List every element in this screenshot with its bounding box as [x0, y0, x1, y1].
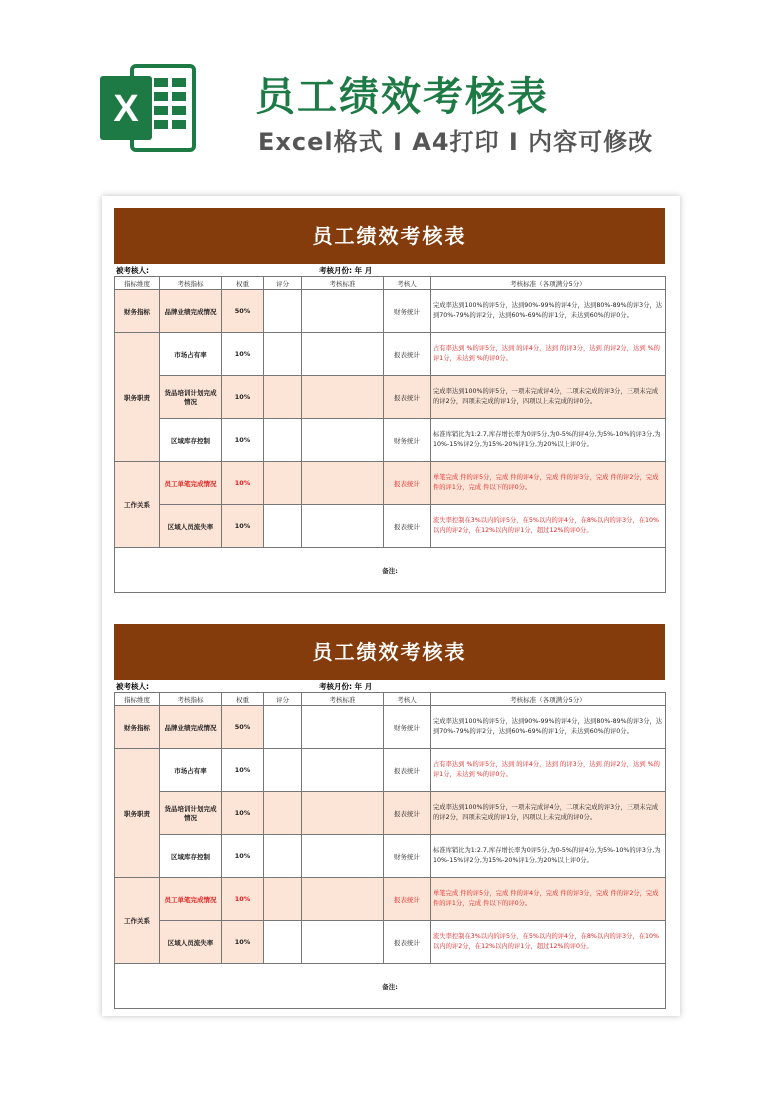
dimension-cell: 工作关系: [115, 878, 160, 964]
header-indicator: 考核指标: [160, 277, 222, 290]
score-cell[interactable]: [264, 419, 302, 462]
standard-cell[interactable]: [302, 835, 384, 878]
table-row: [115, 921, 666, 964]
assessor-cell: 报表统计: [384, 462, 431, 505]
table-row: [115, 878, 666, 921]
standard-cell[interactable]: [302, 706, 384, 749]
standard-cell[interactable]: [302, 376, 384, 419]
score-cell[interactable]: [264, 706, 302, 749]
table-row: [115, 792, 666, 835]
table-row: [115, 505, 666, 548]
sheet-title: 员工绩效考核表: [114, 208, 665, 264]
indicator-cell: 区域人员流失率: [160, 505, 222, 548]
weight-cell: 10%: [222, 505, 264, 548]
indicator-cell: 品牌业绩完成情况: [160, 290, 222, 333]
header-dimension: 指标维度: [115, 277, 160, 290]
note-row: [115, 548, 666, 593]
dimension-cell: 工作关系: [115, 462, 160, 548]
examinee-label: 被考核人:: [116, 682, 149, 691]
score-cell[interactable]: [264, 290, 302, 333]
header-weight: 权重: [222, 277, 264, 290]
assessor-cell: 报表统计: [384, 749, 431, 792]
weight-cell: 10%: [222, 462, 264, 505]
sheet-info-row: [114, 680, 665, 692]
table-header-row: [115, 693, 666, 706]
table-row: [115, 749, 666, 792]
performance-sheet-1: [114, 208, 665, 593]
dimension-cell: 职务职责: [115, 749, 160, 878]
weight-cell: 10%: [222, 376, 264, 419]
criteria-cell: 标准库销比为1:2.7,库存增长率为0评5分,为0-5%的评4分,为5%-10%的评3分,为10%-15%评2分,为15%-20%评1分,为20%以上评0分。: [431, 835, 666, 878]
header-weight: 权重: [222, 693, 264, 706]
dimension-cell: 财务指标: [115, 290, 160, 333]
indicator-cell: 区域库存控制: [160, 419, 222, 462]
assessor-cell: 财务统计: [384, 706, 431, 749]
header-standard: 考核标准: [302, 277, 384, 290]
criteria-cell: 单笔完成 件的评5分，完成 件的评4分，完成 件的评3分，完成 件的评2分，完成 件的评1分，完成 件以下的评0分。: [431, 462, 666, 505]
note-cell[interactable]: 备注:: [115, 964, 666, 1009]
table-row: [115, 419, 666, 462]
sheet-title: 员工绩效考核表: [114, 624, 665, 680]
score-cell[interactable]: [264, 749, 302, 792]
criteria-cell: 占有率达到 %的评5分，达到 的评4分，达到 的评3分，达到 的评2分，达到 %的评1分，未达到 %的评0分。: [431, 749, 666, 792]
header-score: 评分: [264, 277, 302, 290]
score-cell[interactable]: [264, 505, 302, 548]
indicator-cell: 市场占有率: [160, 749, 222, 792]
criteria-cell: 完成率达到100%的评5分，一项未完成评4分，二项未完成的评3分，三项未完成的评2分，四项未完成的评1分，四项以上未完成的评0分。: [431, 792, 666, 835]
score-cell[interactable]: [264, 835, 302, 878]
indicator-cell: 货品培训计划完成情况: [160, 792, 222, 835]
weight-cell: 10%: [222, 835, 264, 878]
score-cell[interactable]: [264, 878, 302, 921]
table-header-row: [115, 277, 666, 290]
standard-cell[interactable]: [302, 419, 384, 462]
assessor-cell: 财务统计: [384, 835, 431, 878]
table-row: [115, 376, 666, 419]
score-cell[interactable]: [264, 376, 302, 419]
table-row: [115, 290, 666, 333]
indicator-cell: 区域人员流失率: [160, 921, 222, 964]
examinee-label: 被考核人:: [116, 266, 149, 275]
standard-cell[interactable]: [302, 749, 384, 792]
standard-cell[interactable]: [302, 921, 384, 964]
indicator-cell: 货品培训计划完成情况: [160, 376, 222, 419]
dimension-cell: 财务指标: [115, 706, 160, 749]
assessor-cell: 报表统计: [384, 376, 431, 419]
month-label: 考核月份: 年 月: [319, 682, 373, 691]
performance-sheet-2: [114, 624, 665, 1009]
score-cell[interactable]: [264, 333, 302, 376]
note-row: [115, 964, 666, 1009]
svg-text:X: X: [113, 88, 139, 130]
excel-icon: [98, 62, 198, 154]
criteria-cell: 占有率达到 %的评5分，达到 的评4分，达到 的评3分，达到 的评2分，达到 %的评1分，未达到 %的评0分。: [431, 333, 666, 376]
criteria-cell: 流失率控制在3%以内的评5分，在5%以内的评4分，在8%以内的评3分，在10%以内的评2分，在12%以内的评1分，超过12%的评0分。: [431, 505, 666, 548]
header-dimension: 指标维度: [115, 693, 160, 706]
page-title: 员工绩效考核表: [255, 74, 549, 120]
assessor-cell: 财务统计: [384, 419, 431, 462]
criteria-cell: 流失率控制在3%以内的评5分，在5%以内的评4分，在8%以内的评3分，在10%以内的评2分，在12%以内的评1分，超过12%的评0分。: [431, 921, 666, 964]
assessor-cell: 报表统计: [384, 505, 431, 548]
assessor-cell: 报表统计: [384, 921, 431, 964]
standard-cell[interactable]: [302, 505, 384, 548]
sheet-info-row: [114, 264, 665, 276]
weight-cell: 10%: [222, 749, 264, 792]
dimension-cell: 职务职责: [115, 333, 160, 462]
standard-cell[interactable]: [302, 792, 384, 835]
header-assessor: 考核人: [384, 693, 431, 706]
criteria-cell: 标准库销比为1:2.7,库存增长率为0评5分,为0-5%的评4分,为5%-10%的评3分,为10%-15%评2分,为15%-20%评1分,为20%以上评0分。: [431, 419, 666, 462]
table-row: [115, 835, 666, 878]
header-criteria: 考核标准（各项满分5分）: [431, 277, 666, 290]
score-cell[interactable]: [264, 792, 302, 835]
table-row: [115, 706, 666, 749]
table-row: [115, 462, 666, 505]
page-subtitle: Excel格式 I A4打印 I 内容可修改: [258, 128, 654, 156]
score-cell[interactable]: [264, 921, 302, 964]
weight-cell: 50%: [222, 290, 264, 333]
header-score: 评分: [264, 693, 302, 706]
criteria-cell: 完成率达到100%的评5分，达到90%-99%的评4分，达到80%-89%的评3分，达到70%-79%的评2分，达到60%-69%的评1分，未达到60%的评0分。: [431, 290, 666, 333]
header-criteria: 考核标准（各项满分5分）: [431, 693, 666, 706]
indicator-cell: 市场占有率: [160, 333, 222, 376]
header-indicator: 考核指标: [160, 693, 222, 706]
assessor-cell: 财务统计: [384, 290, 431, 333]
indicator-cell: 品牌业绩完成情况: [160, 706, 222, 749]
header-standard: 考核标准: [302, 693, 384, 706]
standard-cell[interactable]: [302, 878, 384, 921]
standard-cell[interactable]: [302, 290, 384, 333]
assessor-cell: 报表统计: [384, 333, 431, 376]
standard-cell[interactable]: [302, 333, 384, 376]
weight-cell: 10%: [222, 419, 264, 462]
criteria-cell: 完成率达到100%的评5分，达到90%-99%的评4分，达到80%-89%的评3分，达到70%-79%的评2分，达到60%-69%的评1分，未达到60%的评0分。: [431, 706, 666, 749]
table-row: [115, 333, 666, 376]
month-label: 考核月份: 年 月: [319, 266, 373, 275]
standard-cell[interactable]: [302, 462, 384, 505]
indicator-cell: 员工单笔完成情况: [160, 878, 222, 921]
weight-cell: 10%: [222, 921, 264, 964]
header-assessor: 考核人: [384, 277, 431, 290]
assessment-table: [114, 276, 666, 593]
weight-cell: 10%: [222, 333, 264, 376]
indicator-cell: 区域库存控制: [160, 835, 222, 878]
criteria-cell: 完成率达到100%的评5分，一项未完成评4分，二项未完成的评3分，三项未完成的评2分，四项未完成的评1分，四项以上未完成的评0分。: [431, 376, 666, 419]
weight-cell: 10%: [222, 878, 264, 921]
weight-cell: 50%: [222, 706, 264, 749]
assessment-table: [114, 692, 666, 1009]
note-cell[interactable]: 备注:: [115, 548, 666, 593]
weight-cell: 10%: [222, 792, 264, 835]
page-header: [0, 0, 780, 190]
assessor-cell: 报表统计: [384, 792, 431, 835]
score-cell[interactable]: [264, 462, 302, 505]
criteria-cell: 单笔完成 件的评5分，完成 件的评4分，完成 件的评3分，完成 件的评2分，完成 件的评1分，完成 件以下的评0分。: [431, 878, 666, 921]
indicator-cell: 员工单笔完成情况: [160, 462, 222, 505]
assessor-cell: 报表统计: [384, 878, 431, 921]
